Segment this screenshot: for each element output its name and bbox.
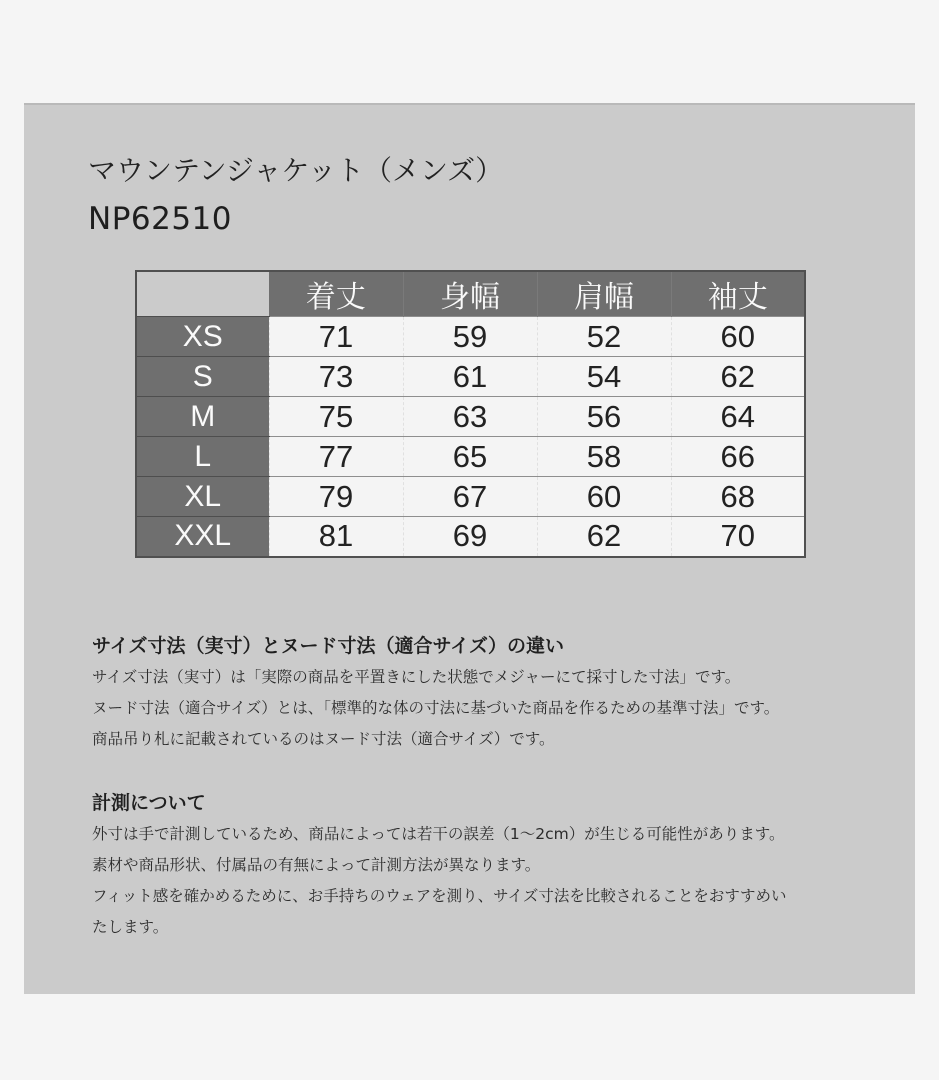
table-cell: 70 — [671, 517, 805, 557]
table-row — [136, 477, 805, 517]
column-header-sleeve-length: 袖丈 — [671, 271, 805, 317]
table-cell: 75 — [269, 397, 403, 437]
table-corner-cell — [136, 271, 269, 317]
row-size-label: XXL — [136, 517, 269, 557]
table-row — [136, 357, 805, 397]
table-cell: 67 — [403, 477, 537, 517]
section-text-line: 商品吊り札に記載されているのはヌード寸法（適合サイズ）です。 — [92, 730, 555, 748]
table-header-row — [136, 271, 805, 317]
table-cell: 64 — [671, 397, 805, 437]
table-cell: 62 — [671, 357, 805, 397]
section-heading: 計測について — [92, 792, 206, 814]
table-cell: 56 — [537, 397, 671, 437]
table-cell: 66 — [671, 437, 805, 477]
row-size-label: M — [136, 397, 269, 437]
table-cell: 63 — [403, 397, 537, 437]
product-model-number: NP62510 — [88, 201, 232, 237]
table-cell: 65 — [403, 437, 537, 477]
table-cell: 69 — [403, 517, 537, 557]
section-text-line: 素材や商品形状、付属品の有無によって計測方法が異なります。 — [92, 856, 541, 874]
table-cell: 73 — [269, 357, 403, 397]
table-cell: 58 — [537, 437, 671, 477]
table-cell: 52 — [537, 317, 671, 357]
row-size-label: S — [136, 357, 269, 397]
column-header-body-width: 身幅 — [403, 271, 537, 317]
product-title: マウンテンジャケット（メンズ） — [88, 154, 504, 187]
table-row — [136, 397, 805, 437]
size-chart-panel — [24, 103, 915, 994]
table-cell: 61 — [403, 357, 537, 397]
table-cell: 81 — [269, 517, 403, 557]
table-cell: 71 — [269, 317, 403, 357]
section-text-line: サイズ寸法（実寸）は「実際の商品を平置きにした状態でメジャーにて採寸した寸法」です。 — [92, 668, 741, 686]
section-text-line: ヌード寸法（適合サイズ）とは、「標準的な体の寸法に基づいた商品を作るための基準寸法」です。 — [92, 699, 780, 717]
table-cell: 62 — [537, 517, 671, 557]
section-text-line: フィット感を確かめるために、お手持ちのウェアを測り、サイズ寸法を比較されることをおすすめい — [92, 887, 787, 905]
column-header-length: 着丈 — [269, 271, 403, 317]
table-cell: 60 — [671, 317, 805, 357]
row-size-label: L — [136, 437, 269, 477]
section-text-line: 外寸は手で計測しているため、商品によっては若干の誤差（1～2cm）が生じる可能性があります。 — [92, 825, 785, 843]
section-heading: サイズ寸法（実寸）とヌード寸法（適合サイズ）の違い — [92, 635, 564, 657]
section-text-line: たします。 — [92, 918, 169, 936]
table-cell: 77 — [269, 437, 403, 477]
table-cell: 60 — [537, 477, 671, 517]
table-cell: 59 — [403, 317, 537, 357]
size-difference-section — [92, 631, 779, 755]
table-row — [136, 317, 805, 357]
size-table — [135, 270, 806, 558]
table-cell: 79 — [269, 477, 403, 517]
table-row — [136, 437, 805, 477]
table-cell: 68 — [671, 477, 805, 517]
measurement-notes-section — [92, 788, 787, 943]
table-row — [136, 517, 805, 557]
row-size-label: XL — [136, 477, 269, 517]
table-cell: 54 — [537, 357, 671, 397]
column-header-shoulder-width: 肩幅 — [537, 271, 671, 317]
row-size-label: XS — [136, 317, 269, 357]
